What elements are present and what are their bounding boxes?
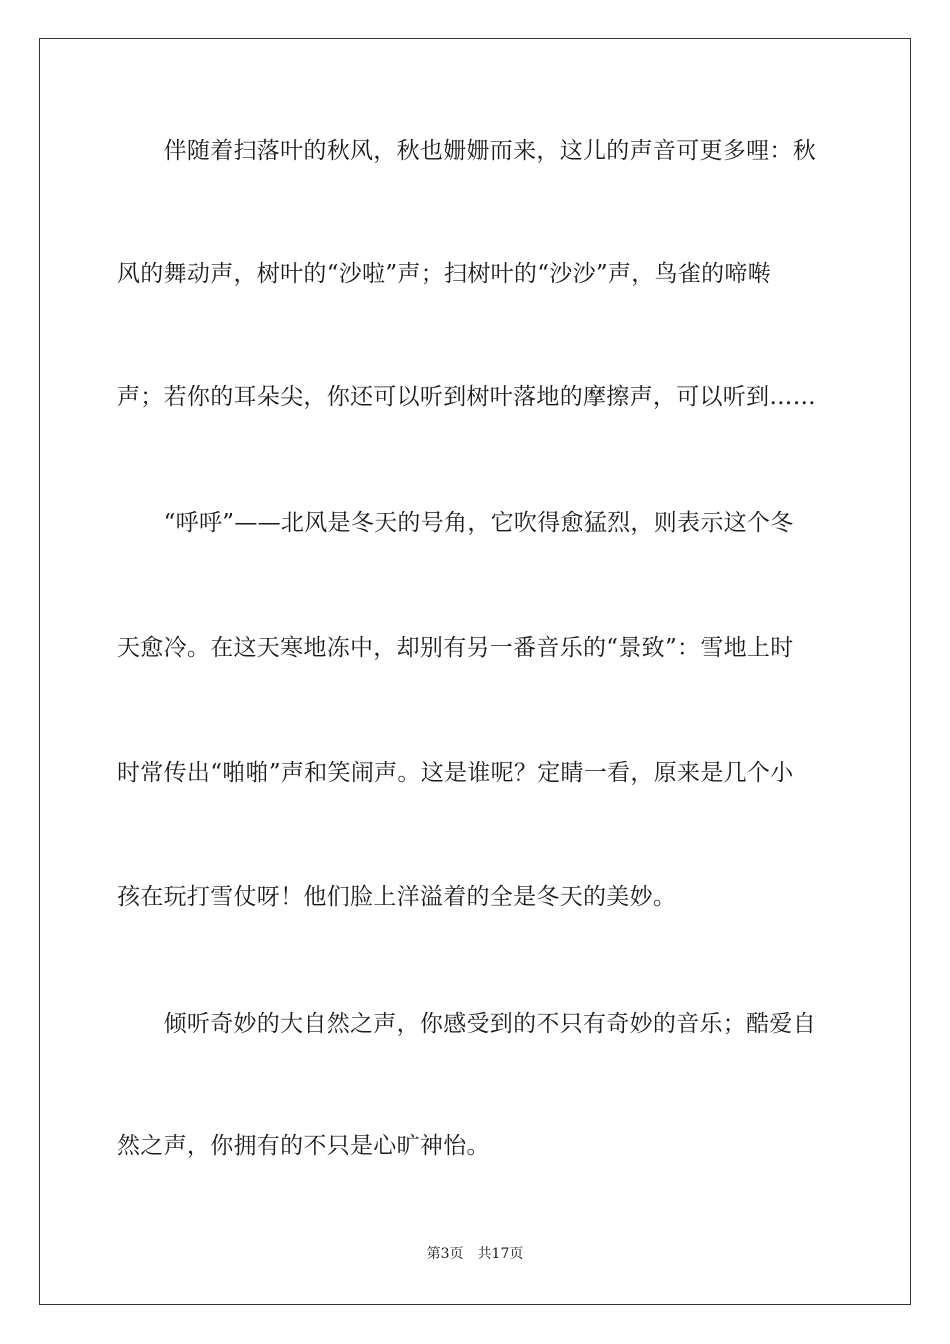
paragraph-1-line-2: 风的舞动声，树叶的“沙啦”声；扫树叶的“沙沙”声，鸟雀的啼啭 [117, 261, 772, 287]
page-number-footer: 第3页 共17页 [426, 1246, 524, 1262]
paragraph-1-line-1: 伴随着扫落叶的秋风，秋也姗姗而来，这儿的声音可更多哩：秋 [117, 138, 816, 164]
paragraph-1-line-3: 声；若你的耳朵尖，你还可以听到树叶落地的摩擦声，可以听到…… [117, 384, 816, 410]
paragraph-2-line-3: 时常传出“啪啪”声和笑闹声。这是谁呢？定睛一看，原来是几个小 [117, 760, 794, 786]
paragraph-3-line-2: 然之声，你拥有的不只是心旷神怡。 [117, 1133, 490, 1159]
paragraph-3-line-1: 倾听奇妙的大自然之声，你感受到的不只有奇妙的音乐；酷爱自 [117, 1011, 816, 1037]
paragraph-2-line-1: “呼呼”——北风是冬天的号角，它吹得愈猛烈，则表示这个冬 [117, 510, 794, 536]
paragraph-2-line-4: 孩在玩打雪仗呀！他们脸上洋溢着的全是冬天的美妙。 [117, 884, 677, 910]
paragraph-2-line-2: 天愈冷。在这天寒地冻中，却别有另一番音乐的“景致”：雪地上时 [117, 635, 794, 661]
page-border [39, 38, 911, 1305]
